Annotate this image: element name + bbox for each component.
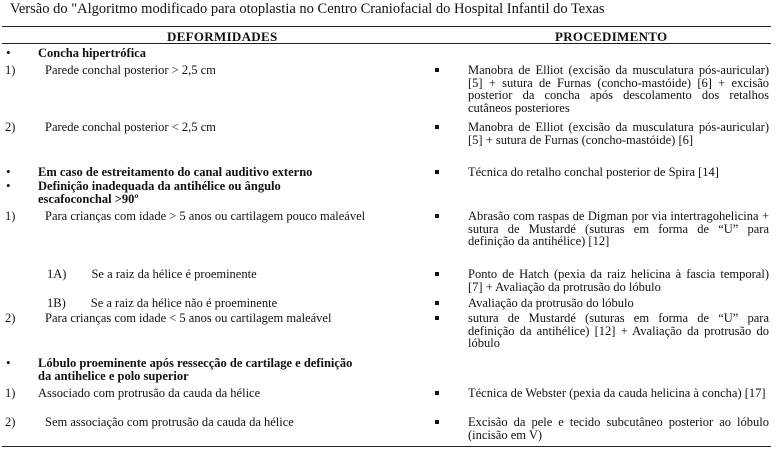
deformity-text: Para crianças com idade < 5 anos ou cartilagem maleável — [45, 311, 332, 325]
row-marker: 1) — [5, 386, 16, 400]
row-marker: 1) — [5, 209, 16, 223]
procedure-text: Técnica do retalho conchal posterior de Spira [14] — [468, 165, 719, 179]
header-deformidades: DEFORMIDADES — [167, 29, 278, 44]
bullet-square-icon — [435, 420, 439, 424]
deformity-text: 1B) Se a raiz da hélice não é proeminente — [47, 296, 278, 310]
row-marker: 1) — [5, 63, 16, 77]
bottom-rule — [2, 446, 771, 447]
bullet-square-icon — [435, 316, 439, 320]
bullet-square-icon — [435, 68, 439, 72]
row-marker: • — [6, 355, 11, 370]
header-procedimento: PROCEDIMENTO — [555, 29, 668, 44]
deformity-text: Para crianças com idade > 5 anos ou cartilagem pouco maleável — [45, 209, 366, 223]
row-marker: 2) — [5, 415, 16, 429]
top-rule — [2, 26, 771, 27]
bullet-square-icon — [435, 125, 439, 129]
procedure-text: Abrasão com raspas de Digman por via intertragohelicina + sutura de Mustardé (suturas em forma de “U” para definição da antihélice) [12] — [468, 209, 769, 248]
row-marker: 2) — [5, 120, 16, 134]
procedure-text: Manobra de Elliot (excisão da musculatura pós-auricular) [5] + sutura de Furnas (concho-mastóide) [6] + excisão posterior da concha após descolamento dos retalhos cutâneos posteriores — [468, 63, 769, 115]
deformity-text: Parede conchal posterior > 2,5 cm — [45, 63, 216, 77]
deformity-heading: Concha hipertrófica — [38, 46, 146, 60]
row-marker: • — [6, 178, 11, 193]
procedure-text: Avaliação da protrusão do lóbulo — [468, 296, 634, 310]
row-marker: 2) — [5, 311, 16, 325]
bullet-square-icon — [435, 391, 439, 395]
procedure-text: Técnica de Webster (pexia da cauda helicina à concha) [17] — [468, 386, 766, 400]
deformity-text: Sem associação com protrusão da cauda da hélice — [45, 415, 294, 429]
procedure-text: Excisão da pele e tecido subcutâneo posterior ao lóbulo (incisão em V) — [468, 415, 769, 442]
header-rule — [2, 43, 771, 44]
deformity-heading: Em caso de estreitamento do canal auditivo externo — [38, 165, 313, 179]
procedure-text: Manobra de Elliot (excisão da musculatura pós-auricular) [5] + sutura de Furnas (concho-mastóide) [6] — [468, 120, 769, 147]
bullet-square-icon — [435, 170, 439, 174]
bullet-square-icon — [435, 301, 439, 305]
bullet-square-icon — [435, 272, 439, 276]
deformity-heading: Definição inadequada da antihélice ou ângulo escafoconchal >90º — [38, 179, 281, 206]
deformity-text: Associado com protrusão da cauda da hélice — [38, 386, 261, 400]
bullet-square-icon — [435, 214, 439, 218]
deformity-text: 1A) Se a raiz da hélice é proeminente — [47, 267, 257, 281]
procedure-text: Ponto de Hatch (pexia da raiz helicina à fascia temporal) [7] + Avaliação da protrusão do lóbulo — [468, 267, 769, 294]
row-marker: • — [6, 164, 11, 179]
deformity-text: Parede conchal posterior < 2,5 cm — [45, 120, 216, 134]
row-marker: • — [6, 45, 11, 60]
table-caption: Versão do "Algoritmo modificado para otoplastia no Centro Craniofacial do Hospital Infantil do Texas — [10, 1, 605, 17]
procedure-text: sutura de Mustardé (suturas em forma de “U” para definição da antihélice) [12] + Avaliação da protrusão do lóbulo — [468, 311, 769, 350]
deformity-heading: Lóbulo proeminente após ressecção de cartilage e definição da antihelice e polo superior — [38, 356, 353, 383]
